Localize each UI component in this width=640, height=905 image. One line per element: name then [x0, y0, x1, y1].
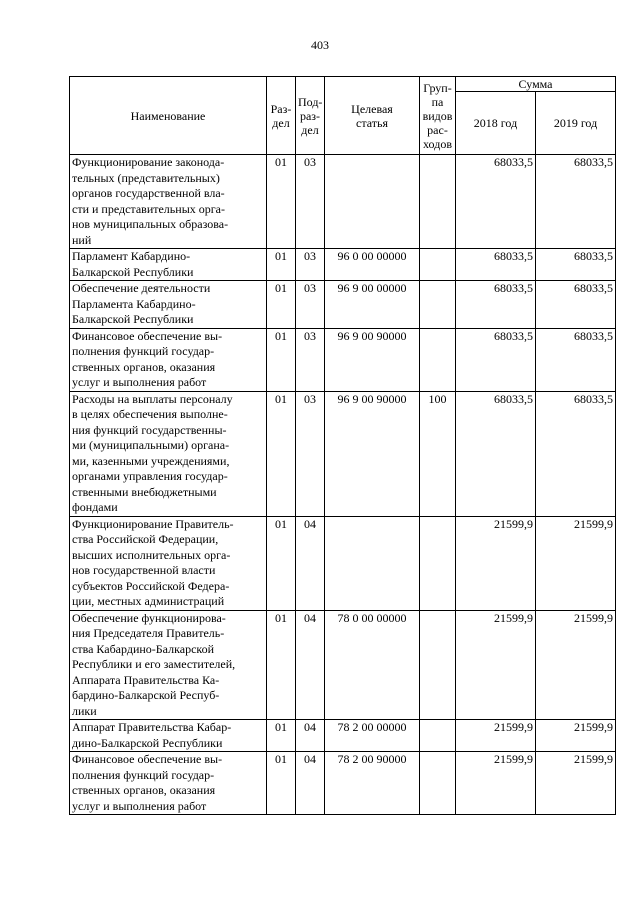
table-row — [70, 391, 616, 516]
row-razdel-cell: 01 — [267, 752, 296, 815]
row-podrazdel-cell: 03 — [296, 249, 325, 281]
row-razdel-cell: 01 — [267, 328, 296, 391]
row-sum-2018-cell: 21599,9 — [456, 610, 536, 720]
row-sum-2018-cell: 68033,5 — [456, 155, 536, 249]
row-sum-2019-cell: 68033,5 — [536, 249, 616, 281]
row-sum-2019-cell: 68033,5 — [536, 155, 616, 249]
row-expense-group-cell — [420, 249, 456, 281]
table-row — [70, 720, 616, 752]
row-podrazdel-cell: 04 — [296, 516, 325, 610]
row-podrazdel-cell: 03 — [296, 391, 325, 516]
row-target-article-cell: 96 9 00 90000 — [325, 328, 420, 391]
row-expense-group-cell — [420, 155, 456, 249]
row-target-article-cell: 96 9 00 90000 — [325, 391, 420, 516]
header-expense-group: Груп- па видов рас- ходов — [420, 77, 456, 155]
row-podrazdel-cell: 03 — [296, 281, 325, 329]
row-razdel-cell: 01 — [267, 516, 296, 610]
row-name-cell: Парламент Кабардино- Балкарской Республики — [70, 249, 267, 281]
table-header-row — [70, 77, 616, 92]
header-podrazdel: Под- раз- дел — [296, 77, 325, 155]
row-podrazdel-cell: 03 — [296, 328, 325, 391]
row-name-cell: Аппарат Правительства Кабар- дино-Балкарской Республики — [70, 720, 267, 752]
row-sum-2019-cell: 68033,5 — [536, 328, 616, 391]
header-year-2019: 2019 год — [536, 92, 616, 155]
row-razdel-cell: 01 — [267, 155, 296, 249]
table-row — [70, 610, 616, 720]
budget-table — [69, 76, 616, 815]
row-target-article-cell — [325, 516, 420, 610]
row-sum-2019-cell: 21599,9 — [536, 720, 616, 752]
row-target-article-cell: 78 2 00 00000 — [325, 720, 420, 752]
table-row — [70, 281, 616, 329]
row-name-cell: Финансовое обеспечение вы- полнения функций государ- ственных органов, оказания услуг и выполнения работ — [70, 752, 267, 815]
row-podrazdel-cell: 04 — [296, 610, 325, 720]
row-podrazdel-cell: 04 — [296, 720, 325, 752]
table-body — [70, 155, 616, 815]
header-target-article: Целевая статья — [325, 77, 420, 155]
row-expense-group-cell — [420, 516, 456, 610]
table-row — [70, 328, 616, 391]
row-name-cell: Функционирование законода- тельных (представительных) органов государственной вла- сти и представительных орга- нов муниципальных образова- ний — [70, 155, 267, 249]
row-sum-2019-cell: 68033,5 — [536, 391, 616, 516]
page-number: 403 — [311, 38, 329, 52]
row-name-cell: Финансовое обеспечение вы- полнения функций государ- ственных органов, оказания услуг и выполнения работ — [70, 328, 267, 391]
row-target-article-cell: 78 0 00 00000 — [325, 610, 420, 720]
row-name-cell: Расходы на выплаты персоналу в целях обеспечения выполне- ния функций государственны- ми (муниципальными) органа- ми, казенными учреждениями, органами управления государ- ственными внебюджетными фондами — [70, 391, 267, 516]
row-sum-2018-cell: 21599,9 — [456, 752, 536, 815]
row-sum-2018-cell: 68033,5 — [456, 249, 536, 281]
row-target-article-cell: 96 0 00 00000 — [325, 249, 420, 281]
row-sum-2019-cell: 68033,5 — [536, 281, 616, 329]
row-sum-2018-cell: 68033,5 — [456, 328, 536, 391]
row-target-article-cell — [325, 155, 420, 249]
row-expense-group-cell — [420, 610, 456, 720]
header-name: Наименование — [70, 77, 267, 155]
row-razdel-cell: 01 — [267, 249, 296, 281]
header-razdel: Раз- дел — [267, 77, 296, 155]
row-podrazdel-cell: 03 — [296, 155, 325, 249]
row-target-article-cell: 96 9 00 00000 — [325, 281, 420, 329]
row-name-cell: Обеспечение функционирова- ния Председателя Правитель- ства Кабардино-Балкарской Республики и его заместителей, Аппарата Правительства Ка- бардино-Балкарской Респуб- лики — [70, 610, 267, 720]
row-name-cell: Обеспечение деятельности Парламента Кабардино- Балкарской Республики — [70, 281, 267, 329]
header-summa: Сумма — [456, 77, 616, 92]
row-target-article-cell: 78 2 00 90000 — [325, 752, 420, 815]
row-razdel-cell: 01 — [267, 391, 296, 516]
table-row — [70, 752, 616, 815]
row-sum-2019-cell: 21599,9 — [536, 610, 616, 720]
row-razdel-cell: 01 — [267, 610, 296, 720]
row-sum-2018-cell: 68033,5 — [456, 281, 536, 329]
row-expense-group-cell — [420, 328, 456, 391]
row-expense-group-cell — [420, 720, 456, 752]
table-row — [70, 249, 616, 281]
row-expense-group-cell — [420, 752, 456, 815]
table-row — [70, 155, 616, 249]
row-sum-2018-cell: 21599,9 — [456, 720, 536, 752]
row-sum-2019-cell: 21599,9 — [536, 752, 616, 815]
row-sum-2019-cell: 21599,9 — [536, 516, 616, 610]
row-razdel-cell: 01 — [267, 281, 296, 329]
row-name-cell: Функционирование Правитель- ства Российской Федерации, высших исполнительных орга- нов государственной власти субъектов Российской Федера- ции, местных администраций — [70, 516, 267, 610]
table-row — [70, 516, 616, 610]
row-podrazdel-cell: 04 — [296, 752, 325, 815]
row-sum-2018-cell: 68033,5 — [456, 391, 536, 516]
row-expense-group-cell — [420, 281, 456, 329]
row-expense-group-cell: 100 — [420, 391, 456, 516]
header-year-2018: 2018 год — [456, 92, 536, 155]
row-sum-2018-cell: 21599,9 — [456, 516, 536, 610]
row-razdel-cell: 01 — [267, 720, 296, 752]
